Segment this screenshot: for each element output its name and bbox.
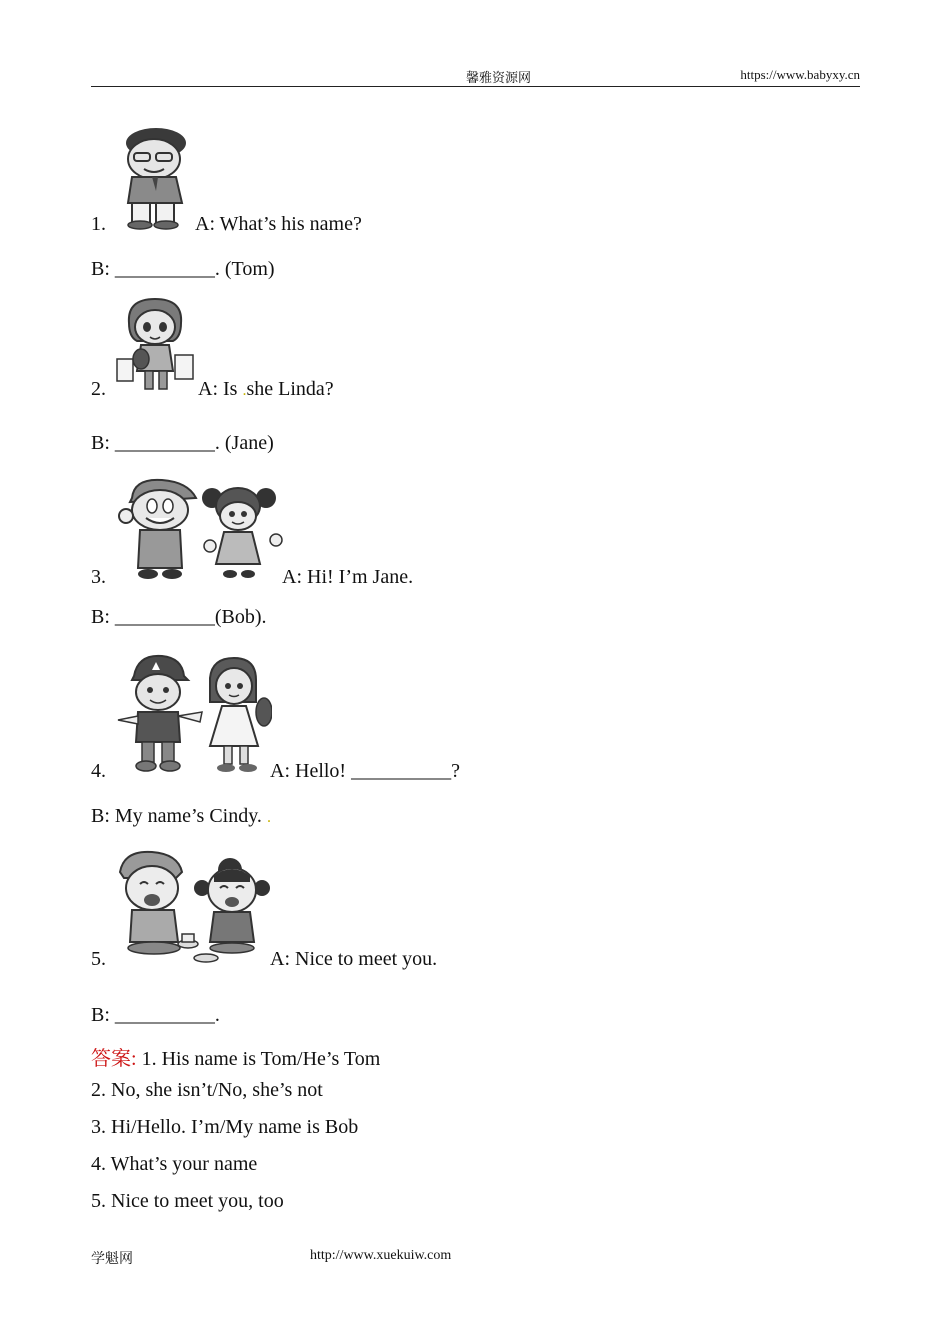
question-4-line-b — [91, 805, 271, 828]
stray-mark-dot: . — [266, 809, 271, 826]
question-4-number: 4. — [91, 760, 106, 782]
question-2-number: 2. — [91, 378, 106, 400]
question-4-prompt: A: Hello! __________? — [270, 760, 460, 782]
question-4-line-a — [91, 760, 460, 783]
question-1-line-a — [91, 213, 362, 236]
question-2-line-b: B: __________. (Jane) — [91, 432, 274, 454]
answer-line-1 — [91, 1042, 380, 1071]
cartoon-boy-cap-and-girl-image — [116, 654, 272, 776]
footer-site-name: 学魁网 — [91, 1252, 133, 1267]
question-1-prompt: A: What’s his name? — [195, 213, 362, 235]
question-3-prompt: A: Hi! I’m Jane. — [282, 566, 414, 588]
answer-3: 3. Hi/Hello. I’m/My name is Bob — [91, 1116, 359, 1138]
answer-2: 2. No, she isn’t/No, she’s not — [91, 1079, 323, 1101]
footer-site-url[interactable]: http://www.xuekuiw.com — [310, 1248, 452, 1263]
question-4-response: B: My name’s Cindy. — [91, 805, 262, 827]
question-3-line-b: B: __________(Bob). — [91, 606, 267, 628]
stray-mark-dot: . — [242, 382, 247, 399]
answer-5: 5. Nice to meet you, too — [91, 1190, 284, 1212]
answer-1: 1. His name is Tom/He’s Tom — [141, 1048, 381, 1070]
question-5-line-a — [91, 948, 437, 971]
page-header — [91, 66, 860, 87]
header-site-name: 馨雅资源网 — [466, 70, 532, 85]
question-2-prompt-start: A: Is — [198, 378, 243, 400]
question-5-line-b: B: __________. — [91, 1004, 220, 1026]
question-3-number: 3. — [91, 566, 106, 588]
question-1-line-b: B: __________. (Tom) — [91, 258, 275, 280]
question-2-line-a — [91, 378, 334, 401]
question-3-line-a — [91, 566, 413, 589]
answer-4: 4. What’s your name — [91, 1153, 258, 1175]
question-2-prompt-end: she Linda? — [246, 378, 334, 400]
question-1-number: 1. — [91, 213, 106, 235]
question-5-prompt: A: Nice to meet you. — [270, 948, 438, 970]
answer-label: 答案: — [91, 1048, 137, 1070]
header-site-url[interactable]: https://www.babyxy.cn — [740, 67, 860, 82]
question-5-number: 5. — [91, 948, 106, 970]
